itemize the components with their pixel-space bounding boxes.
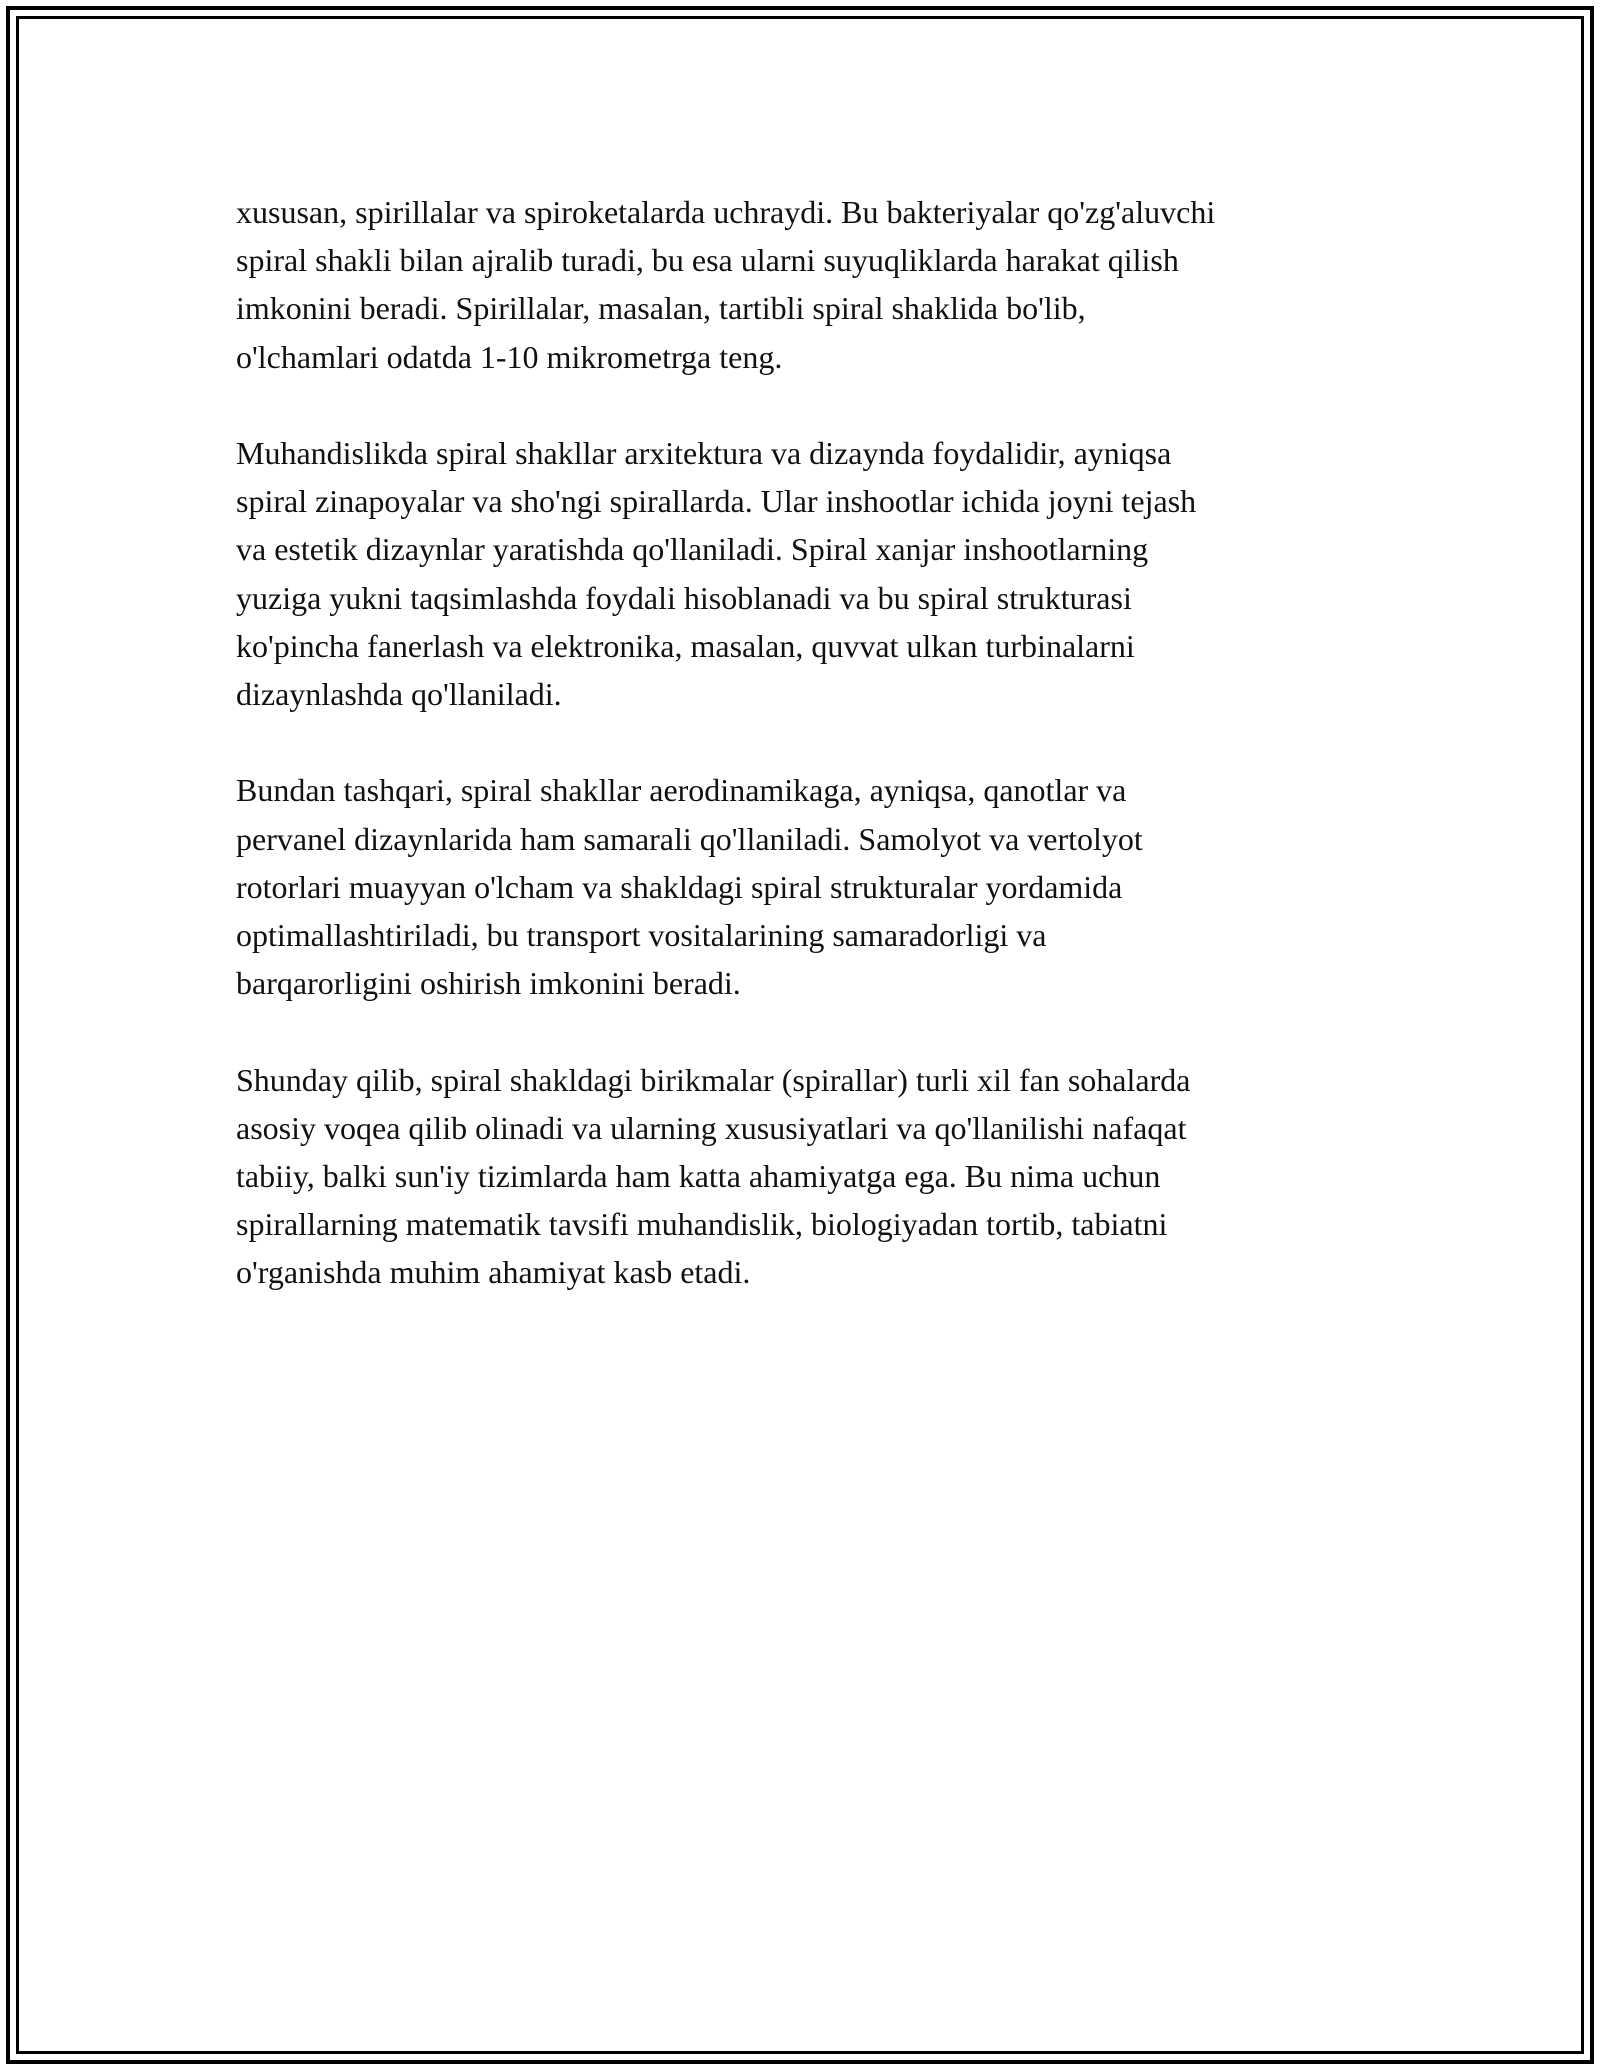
text-line: tabiiy, balki sun'iy tizimlarda ham katta ahamiyatga ega. Bu nima uchun [236, 1158, 1161, 1195]
text-line: barqarorligini oshirish imkonini beradi. [236, 965, 741, 1002]
paragraph [236, 188, 1366, 381]
paragraph [236, 1056, 1366, 1297]
text-line: spiral shakli bilan ajralib turadi, bu esa ularni suyuqliklarda harakat qilish [236, 242, 1179, 279]
text-line: imkonini beradi. Spirillalar, masalan, tartibli spiral shaklida bo'lib, [236, 290, 1086, 327]
paragraph [236, 766, 1366, 1007]
text-line: yuziga yukni taqsimlashda foydali hisoblanadi va bu spiral strukturasi [236, 579, 1132, 616]
text-line: Bundan tashqari, spiral shakllar aerodinamikaga, ayniqsa, qanotlar va [236, 772, 1127, 809]
text-line: spirallarning matematik tavsifi muhandislik, biologiyadan tortib, tabiatni [236, 1206, 1168, 1243]
text-line: spiral zinapoyalar va sho'ngi spirallarda. Ular inshootlar ichida joyni tejash [236, 483, 1197, 520]
text-line: optimallashtiriladi, bu transport vositalarining samaradorligi va [236, 917, 1047, 954]
text-line: pervanel dizaynlarida ham samarali qo'llaniladi. Samolyot va vertolyot [236, 820, 1143, 857]
paragraph [236, 429, 1366, 718]
text-line: rotorlari muayyan o'lcham va shakldagi spiral strukturalar yordamida [236, 868, 1123, 905]
text-line: va estetik dizaynlar yaratishda qo'llaniladi. Spiral xanjar inshootlarning [236, 531, 1149, 568]
document-body [236, 188, 1366, 1345]
text-line: Shunday qilib, spiral shakldagi birikmalar (spirallar) turli xil fan sohalarda [236, 1061, 1191, 1098]
text-line: o'lchamlari odatda 1-10 mikrometrga teng. [236, 338, 783, 375]
text-line: o'rganishda muhim ahamiyat kasb etadi. [236, 1254, 751, 1291]
text-line: Muhandislikda spiral shakllar arxitektura va dizaynda foydalidir, ayniqsa [236, 435, 1172, 471]
text-line: xususan, spirillalar va spiroketalarda uchraydi. Bu bakteriyalar qo'zg'aluvchi [236, 194, 1216, 230]
text-line: dizaynlashda qo'llaniladi. [236, 676, 562, 713]
text-line: ko'pincha fanerlash va elektronika, masalan, quvvat ulkan turbinalarni [236, 627, 1135, 664]
text-line: asosiy voqea qilib olinadi va ularning xususiyatlari va qo'llanilishi nafaqat [236, 1109, 1187, 1146]
